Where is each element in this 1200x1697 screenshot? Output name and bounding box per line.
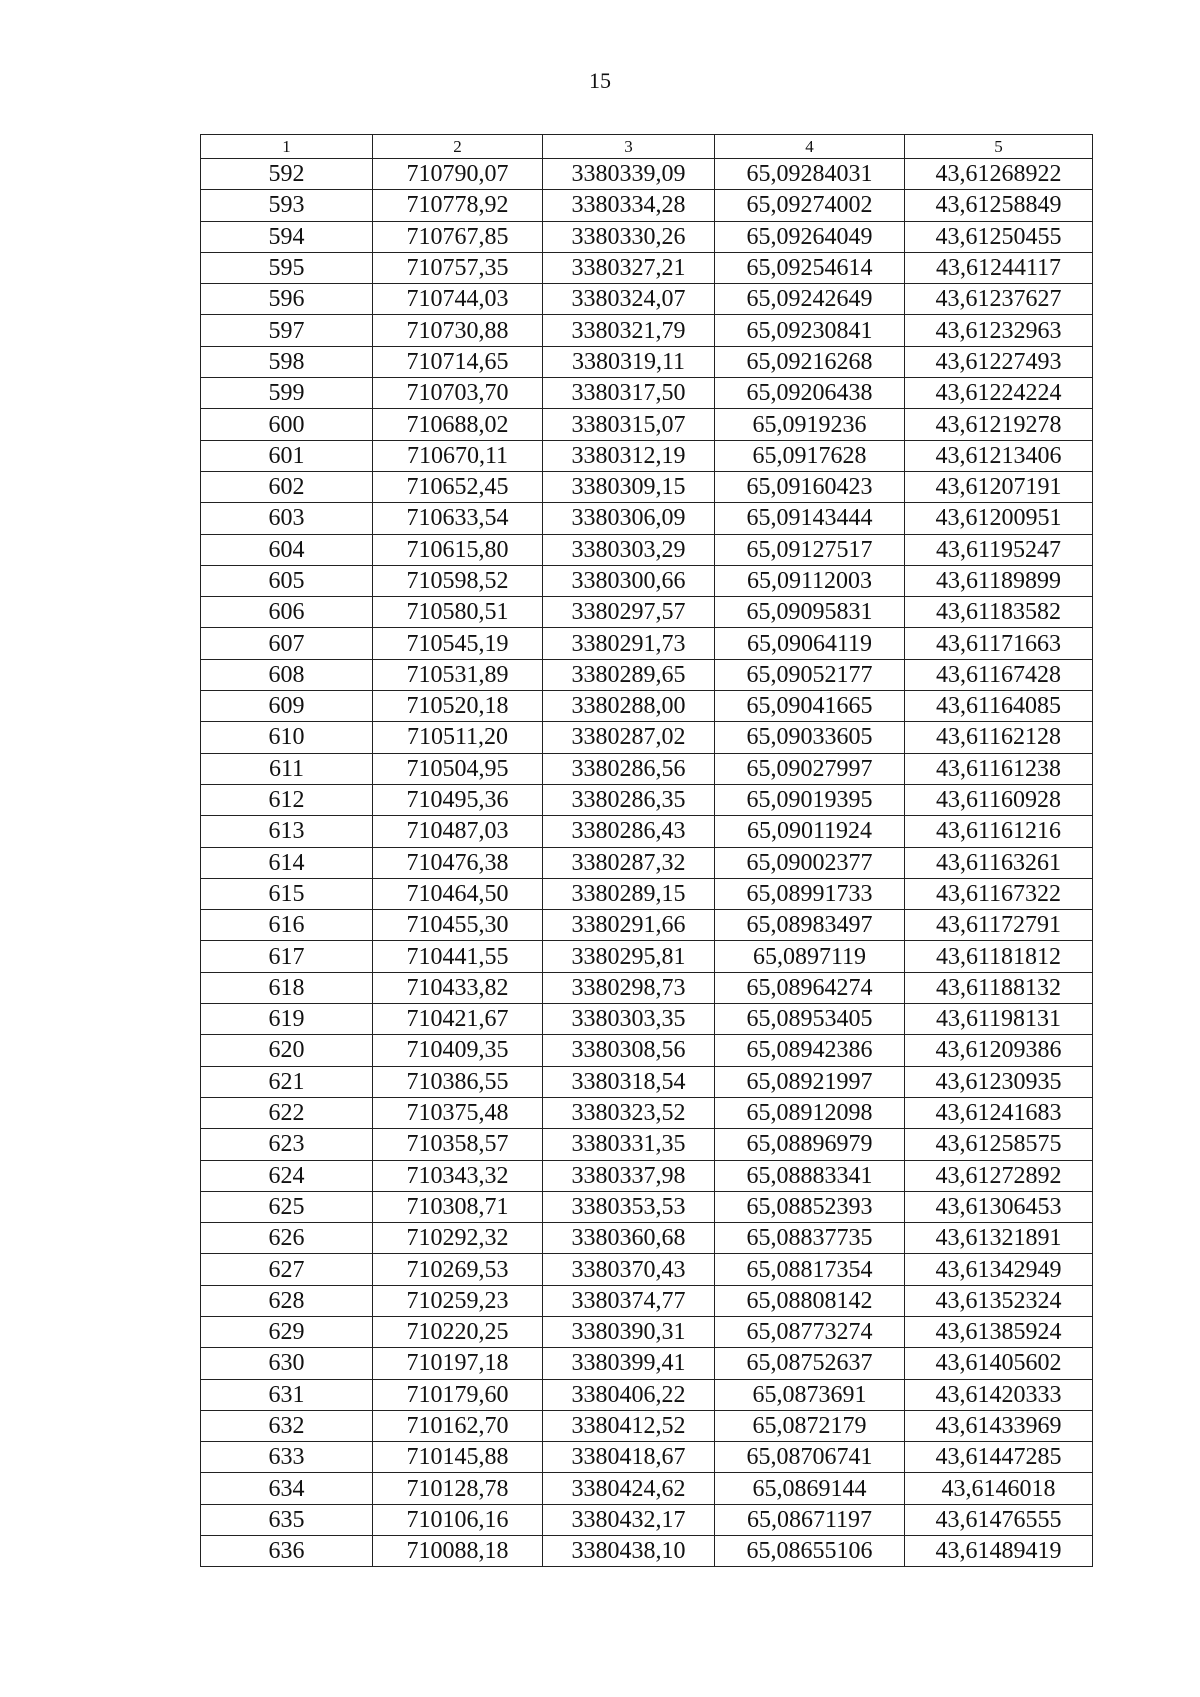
cell-x: 710487,03 <box>373 816 543 847</box>
table-row <box>201 378 1093 409</box>
cell-longitude: 43,61272892 <box>905 1160 1093 1191</box>
cell-longitude: 43,61163261 <box>905 847 1093 878</box>
cell-latitude: 65,08896979 <box>715 1129 905 1160</box>
table-row <box>201 878 1093 909</box>
cell-y: 3380286,43 <box>543 816 715 847</box>
cell-latitude: 65,0872179 <box>715 1410 905 1441</box>
cell-point-number: 599 <box>201 378 373 409</box>
table-row <box>201 1316 1093 1347</box>
cell-x: 710633,54 <box>373 503 543 534</box>
cell-latitude: 65,08808142 <box>715 1285 905 1316</box>
cell-point-number: 601 <box>201 440 373 471</box>
cell-longitude: 43,61258575 <box>905 1129 1093 1160</box>
table-row <box>201 1536 1093 1567</box>
cell-longitude: 43,61219278 <box>905 409 1093 440</box>
cell-x: 710259,23 <box>373 1285 543 1316</box>
cell-latitude: 65,09019395 <box>715 784 905 815</box>
cell-y: 3380306,09 <box>543 503 715 534</box>
cell-point-number: 607 <box>201 628 373 659</box>
cell-longitude: 43,61352324 <box>905 1285 1093 1316</box>
cell-latitude: 65,09002377 <box>715 847 905 878</box>
cell-x: 710757,35 <box>373 252 543 283</box>
cell-x: 710767,85 <box>373 221 543 252</box>
table-row <box>201 1097 1093 1128</box>
cell-latitude: 65,09027997 <box>715 753 905 784</box>
cell-latitude: 65,08671197 <box>715 1504 905 1535</box>
cell-y: 3380286,35 <box>543 784 715 815</box>
cell-latitude: 65,09254614 <box>715 252 905 283</box>
cell-longitude: 43,61258849 <box>905 190 1093 221</box>
cell-longitude: 43,61172791 <box>905 910 1093 941</box>
cell-y: 3380323,52 <box>543 1097 715 1128</box>
cell-latitude: 65,08991733 <box>715 878 905 909</box>
cell-x: 710511,20 <box>373 722 543 753</box>
table-row <box>201 1160 1093 1191</box>
cell-x: 710269,53 <box>373 1254 543 1285</box>
cell-point-number: 622 <box>201 1097 373 1128</box>
cell-y: 3380303,29 <box>543 534 715 565</box>
cell-y: 3380360,68 <box>543 1223 715 1254</box>
cell-point-number: 635 <box>201 1504 373 1535</box>
cell-point-number: 603 <box>201 503 373 534</box>
cell-point-number: 630 <box>201 1348 373 1379</box>
table-row <box>201 753 1093 784</box>
cell-x: 710162,70 <box>373 1410 543 1441</box>
cell-point-number: 615 <box>201 878 373 909</box>
cell-y: 3380324,07 <box>543 284 715 315</box>
cell-y: 3380331,35 <box>543 1129 715 1160</box>
cell-x: 710495,36 <box>373 784 543 815</box>
cell-point-number: 608 <box>201 659 373 690</box>
cell-x: 710615,80 <box>373 534 543 565</box>
cell-longitude: 43,61189899 <box>905 565 1093 596</box>
cell-y: 3380399,41 <box>543 1348 715 1379</box>
table-row <box>201 691 1093 722</box>
cell-point-number: 594 <box>201 221 373 252</box>
cell-longitude: 43,61227493 <box>905 346 1093 377</box>
cell-x: 710292,32 <box>373 1223 543 1254</box>
cell-y: 3380287,02 <box>543 722 715 753</box>
column-header-5: 5 <box>905 135 1093 159</box>
cell-latitude: 65,08912098 <box>715 1097 905 1128</box>
cell-x: 710088,18 <box>373 1536 543 1567</box>
cell-longitude: 43,61167428 <box>905 659 1093 690</box>
cell-longitude: 43,61232963 <box>905 315 1093 346</box>
cell-point-number: 602 <box>201 471 373 502</box>
cell-latitude: 65,09052177 <box>715 659 905 690</box>
cell-longitude: 43,61268922 <box>905 159 1093 190</box>
table-row <box>201 784 1093 815</box>
cell-longitude: 43,61181812 <box>905 941 1093 972</box>
column-header-4: 4 <box>715 135 905 159</box>
cell-y: 3380308,56 <box>543 1035 715 1066</box>
cell-longitude: 43,61224224 <box>905 378 1093 409</box>
cell-point-number: 613 <box>201 816 373 847</box>
cell-latitude: 65,09112003 <box>715 565 905 596</box>
cell-point-number: 609 <box>201 691 373 722</box>
cell-point-number: 625 <box>201 1191 373 1222</box>
cell-longitude: 43,61405602 <box>905 1348 1093 1379</box>
cell-longitude: 43,61476555 <box>905 1504 1093 1535</box>
cell-y: 3380412,52 <box>543 1410 715 1441</box>
table-row <box>201 1410 1093 1441</box>
cell-y: 3380406,22 <box>543 1379 715 1410</box>
cell-x: 710386,55 <box>373 1066 543 1097</box>
cell-x: 710545,19 <box>373 628 543 659</box>
cell-longitude: 43,61171663 <box>905 628 1093 659</box>
cell-x: 710197,18 <box>373 1348 543 1379</box>
cell-y: 3380286,56 <box>543 753 715 784</box>
cell-point-number: 592 <box>201 159 373 190</box>
cell-x: 710308,71 <box>373 1191 543 1222</box>
cell-x: 710714,65 <box>373 346 543 377</box>
cell-longitude: 43,61489419 <box>905 1536 1093 1567</box>
cell-latitude: 65,09041665 <box>715 691 905 722</box>
cell-y: 3380291,73 <box>543 628 715 659</box>
cell-point-number: 595 <box>201 252 373 283</box>
cell-longitude: 43,61183582 <box>905 597 1093 628</box>
cell-y: 3380300,66 <box>543 565 715 596</box>
cell-longitude: 43,61230935 <box>905 1066 1093 1097</box>
cell-x: 710688,02 <box>373 409 543 440</box>
table-row <box>201 1035 1093 1066</box>
table-row <box>201 221 1093 252</box>
cell-latitude: 65,08852393 <box>715 1191 905 1222</box>
table-row <box>201 910 1093 941</box>
table-row <box>201 1191 1093 1222</box>
cell-point-number: 611 <box>201 753 373 784</box>
cell-latitude: 65,08921997 <box>715 1066 905 1097</box>
cell-point-number: 606 <box>201 597 373 628</box>
cell-x: 710670,11 <box>373 440 543 471</box>
cell-latitude: 65,09230841 <box>715 315 905 346</box>
cell-latitude: 65,09284031 <box>715 159 905 190</box>
cell-latitude: 65,09011924 <box>715 816 905 847</box>
cell-x: 710441,55 <box>373 941 543 972</box>
cell-y: 3380291,66 <box>543 910 715 941</box>
cell-x: 710730,88 <box>373 315 543 346</box>
table-row <box>201 252 1093 283</box>
cell-y: 3380438,10 <box>543 1536 715 1567</box>
table-row <box>201 1473 1093 1504</box>
cell-point-number: 628 <box>201 1285 373 1316</box>
cell-x: 710520,18 <box>373 691 543 722</box>
cell-longitude: 43,61164085 <box>905 691 1093 722</box>
cell-point-number: 636 <box>201 1536 373 1567</box>
cell-point-number: 605 <box>201 565 373 596</box>
cell-point-number: 597 <box>201 315 373 346</box>
cell-longitude: 43,61198131 <box>905 1004 1093 1035</box>
cell-y: 3380289,65 <box>543 659 715 690</box>
cell-point-number: 612 <box>201 784 373 815</box>
cell-point-number: 627 <box>201 1254 373 1285</box>
cell-point-number: 610 <box>201 722 373 753</box>
cell-y: 3380337,98 <box>543 1160 715 1191</box>
cell-longitude: 43,61321891 <box>905 1223 1093 1254</box>
cell-y: 3380297,57 <box>543 597 715 628</box>
cell-point-number: 631 <box>201 1379 373 1410</box>
cell-y: 3380339,09 <box>543 159 715 190</box>
cell-x: 710790,07 <box>373 159 543 190</box>
cell-y: 3380370,43 <box>543 1254 715 1285</box>
cell-latitude: 65,0919236 <box>715 409 905 440</box>
table-row <box>201 1129 1093 1160</box>
cell-point-number: 632 <box>201 1410 373 1441</box>
cell-x: 710580,51 <box>373 597 543 628</box>
cell-x: 710179,60 <box>373 1379 543 1410</box>
cell-latitude: 65,09143444 <box>715 503 905 534</box>
cell-x: 710598,52 <box>373 565 543 596</box>
cell-y: 3380312,19 <box>543 440 715 471</box>
table-row <box>201 503 1093 534</box>
cell-x: 710409,35 <box>373 1035 543 1066</box>
cell-y: 3380374,77 <box>543 1285 715 1316</box>
cell-point-number: 596 <box>201 284 373 315</box>
table-row <box>201 972 1093 1003</box>
cell-y: 3380317,50 <box>543 378 715 409</box>
cell-x: 710433,82 <box>373 972 543 1003</box>
table-row <box>201 190 1093 221</box>
table-row <box>201 722 1093 753</box>
cell-latitude: 65,08964274 <box>715 972 905 1003</box>
cell-latitude: 65,09095831 <box>715 597 905 628</box>
cell-point-number: 614 <box>201 847 373 878</box>
cell-y: 3380287,32 <box>543 847 715 878</box>
cell-latitude: 65,09274002 <box>715 190 905 221</box>
cell-longitude: 43,61167322 <box>905 878 1093 909</box>
cell-longitude: 43,61162128 <box>905 722 1093 753</box>
cell-latitude: 65,09216268 <box>715 346 905 377</box>
cell-longitude: 43,61200951 <box>905 503 1093 534</box>
cell-longitude: 43,61237627 <box>905 284 1093 315</box>
table-row <box>201 409 1093 440</box>
cell-x: 710220,25 <box>373 1316 543 1347</box>
cell-longitude: 43,61447285 <box>905 1442 1093 1473</box>
cell-point-number: 604 <box>201 534 373 565</box>
cell-longitude: 43,61241683 <box>905 1097 1093 1128</box>
cell-y: 3380327,21 <box>543 252 715 283</box>
cell-point-number: 629 <box>201 1316 373 1347</box>
cell-longitude: 43,61342949 <box>905 1254 1093 1285</box>
cell-x: 710531,89 <box>373 659 543 690</box>
cell-x: 710375,48 <box>373 1097 543 1128</box>
table-row <box>201 1348 1093 1379</box>
cell-latitude: 65,08983497 <box>715 910 905 941</box>
table-row <box>201 1285 1093 1316</box>
cell-point-number: 633 <box>201 1442 373 1473</box>
cell-point-number: 593 <box>201 190 373 221</box>
cell-latitude: 65,09264049 <box>715 221 905 252</box>
cell-x: 710106,16 <box>373 1504 543 1535</box>
cell-y: 3380298,73 <box>543 972 715 1003</box>
cell-point-number: 598 <box>201 346 373 377</box>
table-row <box>201 597 1093 628</box>
cell-x: 710652,45 <box>373 471 543 502</box>
table-row <box>201 816 1093 847</box>
table-row <box>201 1379 1093 1410</box>
cell-longitude: 43,61420333 <box>905 1379 1093 1410</box>
cell-longitude: 43,61195247 <box>905 534 1093 565</box>
cell-y: 3380424,62 <box>543 1473 715 1504</box>
cell-point-number: 600 <box>201 409 373 440</box>
cell-x: 710343,32 <box>373 1160 543 1191</box>
cell-y: 3380315,07 <box>543 409 715 440</box>
cell-longitude: 43,61161238 <box>905 753 1093 784</box>
cell-latitude: 65,09206438 <box>715 378 905 409</box>
cell-latitude: 65,0869144 <box>715 1473 905 1504</box>
cell-longitude: 43,61188132 <box>905 972 1093 1003</box>
coordinates-table <box>200 134 1093 1567</box>
table-row <box>201 1223 1093 1254</box>
cell-x: 710421,67 <box>373 1004 543 1035</box>
cell-latitude: 65,08817354 <box>715 1254 905 1285</box>
cell-x: 710744,03 <box>373 284 543 315</box>
table-row <box>201 659 1093 690</box>
cell-y: 3380319,11 <box>543 346 715 377</box>
cell-point-number: 618 <box>201 972 373 1003</box>
cell-longitude: 43,6146018 <box>905 1473 1093 1504</box>
table-row <box>201 284 1093 315</box>
cell-latitude: 65,09242649 <box>715 284 905 315</box>
cell-point-number: 621 <box>201 1066 373 1097</box>
cell-y: 3380353,53 <box>543 1191 715 1222</box>
cell-point-number: 623 <box>201 1129 373 1160</box>
cell-point-number: 620 <box>201 1035 373 1066</box>
page-number: 15 <box>589 68 611 93</box>
table-row <box>201 565 1093 596</box>
column-header-1: 1 <box>201 135 373 159</box>
table-row <box>201 346 1093 377</box>
cell-latitude: 65,08953405 <box>715 1004 905 1035</box>
cell-y: 3380318,54 <box>543 1066 715 1097</box>
cell-latitude: 65,08706741 <box>715 1442 905 1473</box>
cell-y: 3380321,79 <box>543 315 715 346</box>
cell-longitude: 43,61213406 <box>905 440 1093 471</box>
cell-x: 710464,50 <box>373 878 543 909</box>
table-row <box>201 1066 1093 1097</box>
cell-longitude: 43,61209386 <box>905 1035 1093 1066</box>
cell-y: 3380432,17 <box>543 1504 715 1535</box>
table-row <box>201 315 1093 346</box>
cell-longitude: 43,61244117 <box>905 252 1093 283</box>
cell-latitude: 65,09064119 <box>715 628 905 659</box>
cell-x: 710778,92 <box>373 190 543 221</box>
cell-latitude: 65,09033605 <box>715 722 905 753</box>
cell-point-number: 617 <box>201 941 373 972</box>
cell-latitude: 65,0873691 <box>715 1379 905 1410</box>
cell-y: 3380289,15 <box>543 878 715 909</box>
cell-y: 3380303,35 <box>543 1004 715 1035</box>
table-row <box>201 1004 1093 1035</box>
cell-longitude: 43,61161216 <box>905 816 1093 847</box>
cell-x: 710455,30 <box>373 910 543 941</box>
column-header-3: 3 <box>543 135 715 159</box>
cell-latitude: 65,0897119 <box>715 941 905 972</box>
cell-latitude: 65,08752637 <box>715 1348 905 1379</box>
cell-point-number: 619 <box>201 1004 373 1035</box>
cell-latitude: 65,08655106 <box>715 1536 905 1567</box>
table-row <box>201 159 1093 190</box>
cell-y: 3380309,15 <box>543 471 715 502</box>
table-row <box>201 1504 1093 1535</box>
cell-longitude: 43,61306453 <box>905 1191 1093 1222</box>
cell-latitude: 65,0917628 <box>715 440 905 471</box>
cell-x: 710128,78 <box>373 1473 543 1504</box>
table-row <box>201 440 1093 471</box>
table-row <box>201 847 1093 878</box>
cell-y: 3380390,31 <box>543 1316 715 1347</box>
table-row <box>201 471 1093 502</box>
cell-longitude: 43,61385924 <box>905 1316 1093 1347</box>
cell-x: 710145,88 <box>373 1442 543 1473</box>
cell-x: 710504,95 <box>373 753 543 784</box>
cell-latitude: 65,08942386 <box>715 1035 905 1066</box>
cell-longitude: 43,61250455 <box>905 221 1093 252</box>
column-header-2: 2 <box>373 135 543 159</box>
cell-point-number: 634 <box>201 1473 373 1504</box>
table-row <box>201 941 1093 972</box>
cell-longitude: 43,61433969 <box>905 1410 1093 1441</box>
table-header <box>201 135 1093 159</box>
cell-longitude: 43,61160928 <box>905 784 1093 815</box>
cell-x: 710703,70 <box>373 378 543 409</box>
cell-point-number: 616 <box>201 910 373 941</box>
cell-y: 3380330,26 <box>543 221 715 252</box>
header-row <box>201 135 1093 159</box>
table-row <box>201 1254 1093 1285</box>
cell-y: 3380334,28 <box>543 190 715 221</box>
table-row <box>201 628 1093 659</box>
cell-y: 3380288,00 <box>543 691 715 722</box>
cell-x: 710476,38 <box>373 847 543 878</box>
cell-y: 3380295,81 <box>543 941 715 972</box>
cell-latitude: 65,09127517 <box>715 534 905 565</box>
table-row <box>201 534 1093 565</box>
cell-latitude: 65,08837735 <box>715 1223 905 1254</box>
table-body <box>201 159 1093 1567</box>
cell-latitude: 65,09160423 <box>715 471 905 502</box>
cell-longitude: 43,61207191 <box>905 471 1093 502</box>
cell-point-number: 626 <box>201 1223 373 1254</box>
cell-x: 710358,57 <box>373 1129 543 1160</box>
cell-point-number: 624 <box>201 1160 373 1191</box>
cell-y: 3380418,67 <box>543 1442 715 1473</box>
cell-latitude: 65,08773274 <box>715 1316 905 1347</box>
cell-latitude: 65,08883341 <box>715 1160 905 1191</box>
table-row <box>201 1442 1093 1473</box>
